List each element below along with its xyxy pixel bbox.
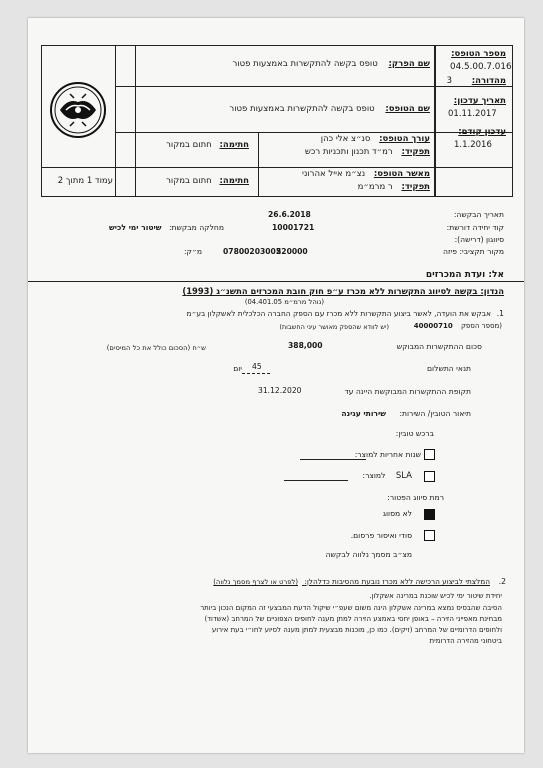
secret-checkbox[interactable] — [424, 530, 435, 541]
period-label: תקופת ההתקשרות המבוקשת היינה עד — [344, 387, 471, 396]
signature-label: חתימה: — [219, 140, 249, 150]
warranty-checkbox[interactable] — [424, 449, 435, 460]
form-header-table — [41, 45, 513, 197]
item1-text: אבקש את הועדה, לאשר ביצוע התקשרות ללא מכרז עם הספק החברה הכלכלית לאשקלון בע״מ — [186, 309, 491, 318]
signature-row — [166, 140, 249, 151]
update-date: 01.11.2017 — [448, 109, 497, 119]
process-name-row — [232, 59, 430, 70]
payment-label: תנאי התשלום — [427, 364, 471, 373]
payment-unit: יום — [233, 364, 242, 373]
approver-name: נצ״מ אייל אהרוני — [302, 169, 366, 179]
item1-number: 1. — [496, 309, 504, 318]
form-name: טופס בקשה להתקשרות באמצעות פטור — [229, 104, 375, 114]
warranty-field[interactable] — [300, 459, 366, 460]
version-label: מהדורה: — [471, 76, 506, 86]
supplier-number: 40000710 — [413, 322, 453, 330]
unit-code: 10001721 — [272, 223, 315, 232]
item2-para1: יחידת שיטור ימי לכיש שוכנת במרינה אשקלון. — [369, 592, 502, 600]
matak-label: מ״ק: — [184, 247, 202, 256]
approver-row — [302, 169, 430, 180]
police-emblem-icon — [48, 80, 108, 140]
form-number-label: מספר הטופס: — [451, 49, 506, 59]
department-row — [109, 223, 224, 233]
item2-note: (לפרט או לצרף מסמך נלווה) — [213, 578, 299, 586]
approver-role-label: תפקיד: — [401, 182, 430, 192]
editor-name: סנ״צ אלי כהן — [320, 134, 371, 144]
signature2-value: חתום במקור — [166, 176, 212, 186]
item2-para3: מבחינת מאפייני הזירה – באופן יחסי באמצע הזירה למתן מענה לחופים הצפוניים של המרחב (אשדוד) — [204, 615, 502, 623]
description-label: תיאור הטובין/ השירות: — [399, 409, 471, 418]
not-classified-label: לא מסווג — [382, 509, 412, 518]
department-value: שיטור ימי לכיש — [109, 223, 162, 232]
version: 3 — [446, 76, 452, 86]
not-classified-checkbox[interactable] — [424, 509, 435, 520]
approver-label: מאשר הטופס: — [373, 169, 430, 179]
department-label: מחלקה מבקשת: — [168, 223, 224, 232]
process-name-label: שם הפרק: — [388, 59, 430, 69]
secret-label: סודי ואיסור פרסום. — [350, 531, 412, 540]
item2-text: המלצתי לביצוע הרכישה ללא מכרז נובעת מהסיבות כדלהלן: — [304, 577, 490, 586]
classification-label: רמת סיווג הפטור: — [387, 493, 444, 502]
unit-code-label: קוד יחידה דורשת: — [446, 223, 504, 232]
subject: הנדון: בקשה לסיווג התקשרות ללא מכרז ע״פ חוק חובת המכרזים התשנ״ג (1993) — [182, 286, 504, 296]
sla-checkbox[interactable] — [424, 471, 435, 482]
supplier-row — [414, 321, 502, 331]
editor-role: רמ״ד תכנון ותכניות רכש — [304, 147, 393, 157]
document-page — [28, 18, 524, 753]
approver-role-row — [358, 182, 430, 193]
supplier-number-label: (מספר הספק — [460, 322, 502, 330]
form-number: 04.5.00.7.016 — [450, 62, 512, 72]
amount-note: ש״ח (הסכום כולל את כל המיסים) — [106, 344, 206, 352]
editor-label: עורך הטופס: — [379, 134, 430, 144]
item2-number: 2. — [498, 577, 506, 586]
form-name-row — [229, 104, 430, 115]
prev-update-date: 1.1.2016 — [454, 140, 492, 150]
to-line: אל: ועדת המכרזים — [425, 270, 504, 280]
sla-field[interactable] — [284, 480, 348, 481]
editor-role-label: תפקיד: — [401, 147, 430, 157]
signature-value: חתום במקור — [166, 140, 212, 150]
budget-source-label: מקור תקציבי: פיזה — [443, 247, 504, 256]
approver-role: ר מרמ״מ — [357, 182, 393, 192]
period-value: 31.12.2020 — [258, 386, 302, 395]
attached-label: מצ״ב מסמך נלווה לבקשה — [325, 550, 412, 559]
signature2-label: חתימה: — [219, 176, 249, 186]
item2-para2: הסיבה שהבסיס נמצא במרינה אשקלון הינה משום שעפ״י שיקול הדעת המבצעי זה המקום הנכון ביותר — [200, 604, 502, 612]
request-date: 26.6.2018 — [268, 210, 311, 219]
editor-role-row — [305, 147, 430, 158]
update-date-label: תאריך עדכון: — [453, 96, 506, 106]
goods-label: ברכש טובין: — [395, 429, 434, 438]
item2-row — [213, 577, 490, 587]
request-date-label: תאריך הבקשה: — [453, 210, 504, 219]
payment-value: 45 — [252, 362, 262, 371]
description-value: שירותי עגינה — [341, 409, 386, 418]
form-name-label: שם הטופס: — [385, 104, 430, 114]
divider — [28, 281, 524, 282]
item2-para5: ביטחוני מהזירה הדרומית — [429, 637, 502, 645]
sla-row — [363, 471, 412, 481]
budget-label: סיווגון (דרישה): — [454, 235, 504, 244]
amount-label: סכום ההתקשרות המבוקש — [396, 342, 482, 351]
item2-para4: ולחופים הדרומיים של המרחב (זיקים). כמו כן, מוכנות מבצעית למתן מענה לסיוע לחו״י בעת אירוע — [211, 626, 502, 634]
editor-row — [321, 134, 430, 145]
amount-value: 388,000 — [288, 341, 323, 350]
matak-value: 07800203002 — [223, 247, 282, 256]
subject-note: (נוהל מרמ״מ 04.401.05) — [244, 298, 324, 306]
sla-suffix: למוצר: — [362, 471, 386, 480]
supplier-note: (יש לוודא שהספק מאושר עיני החשבות) — [279, 323, 389, 331]
budget-source: 520000 — [276, 247, 308, 256]
prev-update-label: עדכון קודם: — [458, 127, 506, 137]
warranty-label: שנות אחריות למוצר: — [354, 450, 421, 459]
page-number: עמוד 1 מתוך 2 — [57, 176, 113, 186]
process-name: טופס בקשה להתקשרות באמצעות פטור — [232, 59, 378, 69]
sla-label: SLA — [395, 471, 412, 481]
signature2-row — [166, 176, 249, 187]
